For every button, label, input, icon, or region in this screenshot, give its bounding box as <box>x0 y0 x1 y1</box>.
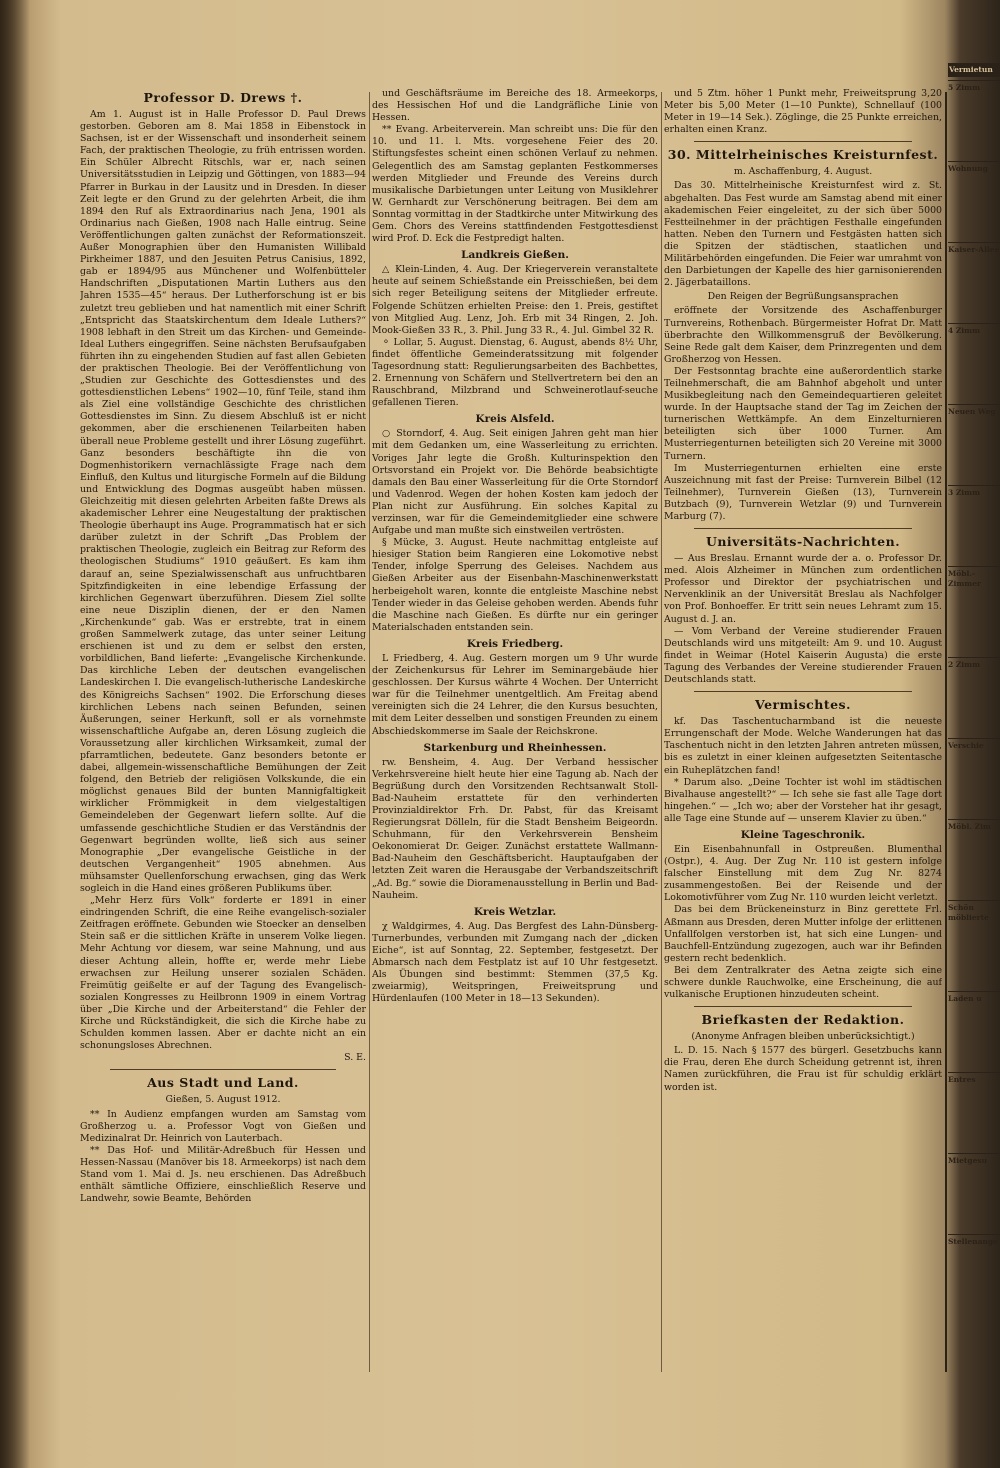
section-title-university: Universitäts-Nachrichten. <box>705 534 901 550</box>
ad-heading: 3 Zimm <box>948 485 1000 504</box>
article-signature: S. E. <box>344 1052 366 1064</box>
article-paragraph: Bei dem Zentralkrater des Aetna zeigte sich eine schwere dunkle Rauchwolke, eine Erscheinung, die auf vulkanische Eruptionen hinzudeuten scheint. <box>664 964 942 1001</box>
ad-heading: Kaiser-Allee <box>948 242 1000 261</box>
ad-heading: Wohnung <box>948 161 1000 180</box>
column-1 <box>80 88 366 1378</box>
ad-heading: Schön möblierte <box>948 900 1000 929</box>
article-paragraph: Der Festsonntag brachte eine außerordentlich starke Teilnehmerschaft, die am Bahnhof abgeholt und unter Musikbegleitung nach den Gemeindequartieren geleitet wurde. In der Hauptsache stand der Tag im Zeichen der turnerischen Wettkämpfe. An dem Einzelturnieren beteiligten sich über 1000 Turner. Am Musterriegenturnen beteiligten sich 20 Vereine mit 3000 Turnern. <box>664 365 942 462</box>
note: (Anonyme Anfragen bleiben unberücksichtigt.) <box>691 1031 915 1043</box>
article-paragraph: ** In Audienz empfangen wurden am Samstag vom Großherzog u. a. Professor Vogt von Gießen und Medizinalrat Dr. Heinrich von Lauterbach. <box>80 1108 366 1144</box>
article-title-drews: Professor D. Drews †. <box>143 90 303 105</box>
article-paragraph: — Vom Verband der Vereine studierender Frauen Deutschlands wird uns mitgeteilt: Am 9. und 10. August findet in Weimar (Hotel Kaiserin Augusta) die erste Tagung des Verbandes der Vereine studierender Frauen Deutschlands statt. <box>664 625 942 686</box>
ad-heading: Möbl.-Zimmer <box>948 566 1000 595</box>
article-paragraph: Im Musterriegenturnen erhielten eine erste Auszeichnung mit fast der Preise: Turnverein Bilbel (12 Teilnehmer), Turnverein Gießen (13), Turnverein Butzbach (9), Turnverein Wetzlar (9) und Turnverein Marburg (7). <box>664 462 942 522</box>
column-rule <box>945 92 947 1372</box>
article-paragraph: Das bei dem Brückeneinsturz in Binz gerettete Frl. Aßmann aus Dresden, deren Mutter infolge der erlittenen Unfallfolgen verstorben ist, hat sich eine Lungen- und Bauchfell-Entzündung zugezogen, auch war ihr Befinden gestern recht bedenklich. <box>664 904 942 964</box>
divider <box>694 1006 912 1007</box>
divider <box>694 141 912 142</box>
divider <box>694 691 912 692</box>
article-paragraph: * Darum also. „Deine Tochter ist wohl im städtischen Bivalhause angestellt?“ — Ich sehe sie fast alle Tage dort hingehen.“ — „Ich wo; aber der Vorsteher hat ihr gesagt, alle Tage eine Stunde auf — unserem Klavier zu üben.“ <box>664 776 942 824</box>
divider <box>694 528 912 529</box>
article-paragraph: L. D. 15. Nach § 1577 des bürgerl. Gesetzbuchs kann die Frau, deren Ehe durch Scheidung getrennt ist, ihren Namen zurückführen, die Frau ist für schuldig erklärt worden ist. <box>664 1045 942 1093</box>
ad-heading: Entres <box>948 1072 1000 1091</box>
article-paragraph: eröffnete der Vorsitzende des Aschaffenburger Turnvereins, Rothenbach. Bürgermeister Hofrat Dr. Matt überbrachte den Willkommensgruß der Bevölkerung. Seine Rede galt dem Kaiser, dem Prinzregenten und dem Großherzog von Hessen. <box>664 305 942 365</box>
ad-heading: Verschie <box>948 738 1000 757</box>
article-paragraph: ** Das Hof- und Militär-Adreßbuch für Hessen und Hessen-Nassau (Manöver bis 18. Armeekorps) ist nach dem Stand vom 1. Mai d. Js. neu erschienen. Das Adreßbuch enthält sämtliche Offiziere, einschließlich Reserve und Landwehr, sowie Beamte, Behörden <box>80 1144 366 1205</box>
ad-heading: Mietgesu <box>948 1153 1000 1172</box>
article-paragraph: „Mehr Herz fürs Volk“ forderte er 1891 in einer eindringenden Schrift, die eine Reihe evangelisch-sozialer Zeitfragen eröffnete. Gebunden wie Stoecker an denselben Stein saß er die sittlichen Kräfte in unserem Volke liegen. Mehr Achtung vor diesem, war seine Mahnung, und aus dieser Achtung allein, hoffte er, werde mehr Liebe erwachsen zur Heilung unserer sozialen Schäden. Freimütig geißelte er auf der Tagung des Evangelisch-sozialen Kongresses zu Heilbronn 1909 in einem Vortrag über „Die Kirche und der Arbeiterstand“ die Fehler der Kirche und Rückständigkeit, die sich die Kirche habe zu Schulden kommen lassen. Aber er dachte nicht an ein schonungsloses Abrechnen. <box>80 895 366 1052</box>
column-4-ads <box>948 60 1000 1410</box>
ad-heading: 4 Zimm <box>948 323 1000 342</box>
article-paragraph: rw. Bensheim, 4. Aug. Der Verband hessischer Verkehrsvereine hielt heute hier eine Tagung ab. Nach der Begrüßung durch den Vorsitzenden Rechtsanwalt Stoll-Bad-Nauheim erstattete für den verhinderten Provinzialdirektor Frh. Dr. Pabst, für das Kreisamt Regierungsrat Dölleln, für die Stadt Bensheim Beigeordn. Schuhmann, für den Verkehrsverein Bensheim Oekonomierat Dr. Geiger. Zunächst erstattete Wallmann-Bad-Nauheim den Geschäftsbericht. Hauptaufgaben der letzten Zeit waren die Herausgabe der Verbandszeitschrift „Ad. Bg.“ sowie die Dioramenausstellung in Berlin und Bad-Nauheim. <box>372 756 658 901</box>
article-paragraph: ⚬ Lollar, 5. August. Dienstag, 6. August, abends 8½ Uhr, findet öffentliche Gemeinderatssitzung mit folgender Tagesordnung statt: Regulierungsarbeiten des Bachbettes, 2. Ernennung von Schäfern und Stellvertretern bei den an Rauschbrand, Milzbrand und Schweinerotlauf-seuche gefallenen Tieren. <box>372 336 658 409</box>
section-title-letters: Briefkasten der Redaktion. <box>701 1012 905 1028</box>
article-paragraph: — Aus Breslau. Ernannt wurde der a. o. Professor Dr. med. Alois Alzheimer in München zum ordentlichen Professor und Direktor der psychiatrischen und Nervenklinik an der Universität Breslau als Nachfolger von Prof. Bonhoeffer. Er tritt sein neues Lehramt zum 15. August d. J. an. <box>664 553 942 625</box>
ad-heading: Stellenange <box>948 1234 1000 1253</box>
section-heading: Kreis Wetzlar. <box>473 905 557 918</box>
article-title-turnfest: 30. Mittelrheinisches Kreisturnfest. <box>667 147 939 163</box>
ad-heading: 5 Zimm <box>948 80 1000 99</box>
article-paragraph: § Mücke, 3. August. Heute nachmittag entgleiste auf hiesiger Station beim Rangieren eine Lokomotive nebst Tender, infolge Sperrung des Geleises. Nachdem aus Gießen Arbeiter aus der Eisenbahn-Maschinenwerkstatt herbeigeholt waren, konnte die entgleiste Maschine nebst Tender wieder in das Geleise gehoben werden. Abends fuhr die Maschine nach Gießen. Es dürfte nur ein geringer Materialschaden entstanden sein. <box>372 537 658 633</box>
column-2 <box>372 88 658 1378</box>
ad-section-header: Vermietun <box>948 63 1000 77</box>
section-title-local: Aus Stadt und Land. <box>147 1075 299 1091</box>
column-rule <box>369 92 370 1372</box>
article-paragraph: Am 1. August ist in Halle Professor D. Paul Drews gestorben. Geboren am 8. Mai 1858 in Eibenstock in Sachsen, ist er der Wissenschaft und insonderheit seinem Fach, der praktischen Theologie, zu früh entrissen worden. Ein Schüler Albrecht Ritschls, war er, nach seinen Universitätsstudien in Leipzig und Göttingen, von 1883—94 Pfarrer in Burkau in der Lausitz und in Dresden. In dieser Zeit legte er den Grund zu der gelehrten Arbeit, die ihm 1894 den Ruf als Extraordinarius nach Jena, 1901 als Ordinarius nach Gießen, 1908 nach Halle eintrug. Seine Veröffentlichungen galten zunächst der Reformationszeit. Außer Monographien über den Humanisten Willibald Pirkheimer 1887, und den Jesuiten Petrus Canisius, 1892, gab er 1894/95 aus Münchener und Wolfenbütteler Handschriften „Disputationen Martin Luthers aus den Jahren 1535—45“ heraus. Der Lutherforschung ist er bis zuletzt treu geblieben und hat namentlich mit einer Schrift „Entspricht das Staatskirchentum dem Ideale Luthers?“ 1908 lebhaft in den Streit um das Kirchen- und Gemeinde-Ideal Luthers eingegriffen. Seine nächsten Berufsaufgaben führten ihn zu eingehenden Studien auf fast allen Gebieten der praktischen Theologie. Bei der Veröffentlichung von „Studien zur Geschichte des Gottesdienstes und des gottesdienstlichen Lebens“ 1902—10, fünf Teile, stand ihm als Ziel eine vollständige Geschichte des christlichen Gottesdienstes im Sinn. Zu diesem Abschluß ist er nicht gekommen, aber die erschienenen Teilarbeiten haben überall neue Probleme gestellt und ihrer Lösung zugeführt. Ganz besonders beschäftigte ihn die von Dogmenhistorikern vernachlässigte Frage nach dem Einfluß, den Kultus und liturgische Formeln auf die Bildung und Entwicklung des Dogmas ausgeübt haben müssen. Gleichzeitig mit diesen gelehrten Arbeiten faßte Drews als akademischer Lehrer eine Neugestaltung der praktischen Theologie überhaupt ins Auge. Programmatisch hat er sich darüber zuletzt in der Schrift „Das Problem der praktischen Theologie, zugleich ein Beitrag zur Reform des theologischen Studiums“ 1910 geäußert. Es kam ihm darauf an, seine Spezialwissenschaft aus unfruchtbaren Spitzfindigkeiten in eine lebendige Erfassung der kirchlichen Gegenwart überzuführen. Diesem Ziel sollte eine neue Disziplin dienen, der er den Namen „Kirchenkunde“ gab. Was er erstrebte, trat in einem großen Sammelwerk zutage, das unter seiner Leitung erschienen ist und zu dem er selbst den ersten, vorbildlichen, Band lieferte: „Evangelische Kirchenkunde. Das kirchliche Leben der deutschen evangelischen Landeskirchen I. Die evangelisch-lutherische Landeskirche des Königreichs Sachsen“ 1902. Die Erforschung dieses kirchlichen Lebens nach seinen Befunden, seinen Äußerungen, seiner Herkunft, soll er als vornehmste wissenschaftliche Aufgabe an, deren Lösung zugleich die Voraussetzung aller kirchlichen Wirksamkeit, zumal der pfarramtlichen, bedeutete. Ganz besonders betonte er dabei, allgemein-wissenschaftliche Bemühungen der Zeit folgend, den Betrieb der religiösen Volkskunde, die ein möglichst genaues Bild der bunten Mannigfaltigkeit wirklicher Frömmigkeit in dem vielgestaltigen Gemeindeleben der Gegenwart liefern sollte. Auf die umfassende geschichtliche Studien er das Verständnis der Gegenwart begründen wollte, ließ sich aus seiner Monographie „Der evangelische Geistliche in der deutschen Vergangenheit“ 1905 abnehmen. Aus mühsamster Quellenforschung erwachsen, ging das Werk sogleich in die Hand eines größeren Publikums über. <box>80 109 366 894</box>
article-paragraph: kf. Das Taschentucharmband ist die neueste Errungenschaft der Mode. Welche Wanderungen hat das Taschentuch nicht in den letzten Jahren antreten müssen, bis es zuletzt in einer kleinen aufgesetzten Seitentasche ein Ruheplätzchen fand! <box>664 716 942 776</box>
article-paragraph: und Geschäftsräume im Bereiche des 18. Armeekorps, des Hessischen Hof und die Landgräfliche Linie von Hessen. <box>372 88 658 124</box>
article-paragraph: ** Evang. Arbeiterverein. Man schreibt uns: Die für den 10. und 11. l. Mts. vorgesehene Feier des 20. Stiftungsfestes scheint einen schönen Verlauf zu nehmen. Gelegentlich des am Samstag geplanten Festkommerses werden Mitglieder und Freunde des Vereins durch musikalische Darbietungen unter Leitung von Musiklehrer W. Gernhardt zur Verschönerung beitragen. Bei dem am Sonntag vormittag in der Stadtkirche unter Mitwirkung des Gem. Chors des Vereins stattfindenden Festgottesdienst wird Prof. D. Eck die Festpredigt halten. <box>372 124 658 245</box>
section-title-misc: Vermischtes. <box>755 697 851 713</box>
column-rule <box>661 92 662 1372</box>
article-paragraph: Ein Eisenbahnunfall in Ostpreußen. Blumenthal (Ostpr.), 4. Aug. Der Zug Nr. 110 ist gestern infolge falscher Einstellung mit dem Zug Nr. 8274 zusammengestoßen. Bei der Reisende und der Lokomotivführer vom Zug Nr. 110 wurden leicht verletzt. <box>664 843 942 904</box>
article-paragraph: L Friedberg, 4. Aug. Gestern morgen um 9 Uhr wurde der Zeichenkursus für Lehrer im Seminargebäude hier geschlossen. Der Kursus währte 4 Wochen. Der Unterricht war für die Teilnehmer unentgeltlich. Am Freitag abend vereinigten sich die 24 Lehrer, die den Kursus besuchten, mit dem Leiter desselben und sonstigen Freunden zu einem Abschiedskommerse im Saale der Reichskrone. <box>372 652 658 737</box>
ad-heading: 2 Zimm <box>948 657 1000 676</box>
article-paragraph: χ Waldgirmes, 4. Aug. Das Bergfest des Lahn-Dünsberg-Turnerbundes, verbunden mit Zumgang nach der „dicken Eiche“, ist auf Sonntag, 22. September, festgesetzt. Der Abmarsch nach dem Festplatz ist auf 10 Uhr festgesetzt. Als Übungen sind bestimmt: Stemmen (37,5 Kg. zweiarmig), Weitspringen, Freiweitsprung und Hürdenlaufen (100 Meter in 18—13 Sekunden). <box>372 920 658 1005</box>
article-paragraph: △ Klein-Linden, 4. Aug. Der Kriegerverein veranstaltete heute auf seinem Schießstande ein Preisschießen, bei dem sich reger Beteiligung seitens der Mitglieder erfreute. Folgende Schützen erhielten Preise: den 1. Preis, gestiftet von Mitglied Aug. Lenz, Joh. Erb mit 34 Ringen, 2. Joh. Mook-Gießen 33 R., 3. Phil. Jung 33 R., 4. Jul. Gimbel 32 R. <box>372 264 658 336</box>
section-heading: Kleine Tageschronik. <box>740 828 866 841</box>
section-heading: Kreis Friedberg. <box>466 637 564 650</box>
section-heading: Landkreis Gießen. <box>461 249 569 262</box>
section-heading: Kreis Alsfeld. <box>475 413 555 426</box>
ad-heading: Neuen Weg <box>948 404 1000 423</box>
article-paragraph: ○ Storndorf, 4. Aug. Seit einigen Jahren geht man hier mit dem Gedanken um, eine Wasserleitung zu errichten. Voriges Jahr legte die Großh. Kulturinspektion den Ortsvorstand ein Projekt vor. Die Behörde beabsichtigte damals den Bau einer Wasserleitung für die Orte Storndorf und Vadenrod. Wegen der hohen Kosten kam jedoch der Plan nicht zur Ausführung. Ein solches Kapital zu verzinsen, war für die Gemeindemitglieder eine schwere Aufgabe und man mußte sich einstweilen vertrösten. <box>372 428 658 537</box>
dateline: m. Aschaffenburg, 4. August. <box>733 166 873 178</box>
dateline: Gießen, 5. August 1912. <box>165 1094 281 1106</box>
ads-list <box>948 80 1000 1253</box>
section-heading: Starkenburg und Rheinhessen. <box>423 741 607 754</box>
ad-heading: Laden u <box>948 991 1000 1010</box>
article-paragraph: und 5 Ztm. höher 1 Punkt mehr, Freiweitsprung 3,20 Meter bis 5,00 Meter (1—10 Punkte), Schnellauf (100 Meter in 19—14 Sek.). Zöglinge, die 25 Punkte erreichen, erhalten einen Kranz. <box>664 88 942 136</box>
ad-heading: Möbl. Zim <box>948 819 1000 838</box>
page-fold-shadow <box>0 0 30 1468</box>
subheading: Den Reigen der Begrüßungsansprachen <box>707 291 899 303</box>
article-paragraph: Das 30. Mittelrheinische Kreisturnfest wird z. St. abgehalten. Das Fest wurde am Samstag abend mit einer akademischen Feier eingeleitet, zu der sich über 5000 Festteilnehmer in der prächtigen Festhalle eingefunden hatten. Neben den Turnern und Festgästen hatten sich die Spitzen der städtischen, staatlichen und Militärbehörden eingefunden. Die Feier war umrahmt von den Darbietungen der Kapelle des hier garnisonierenden 2. Jägerbataillons. <box>664 180 942 289</box>
divider <box>110 1069 336 1070</box>
column-3 <box>664 88 942 1378</box>
